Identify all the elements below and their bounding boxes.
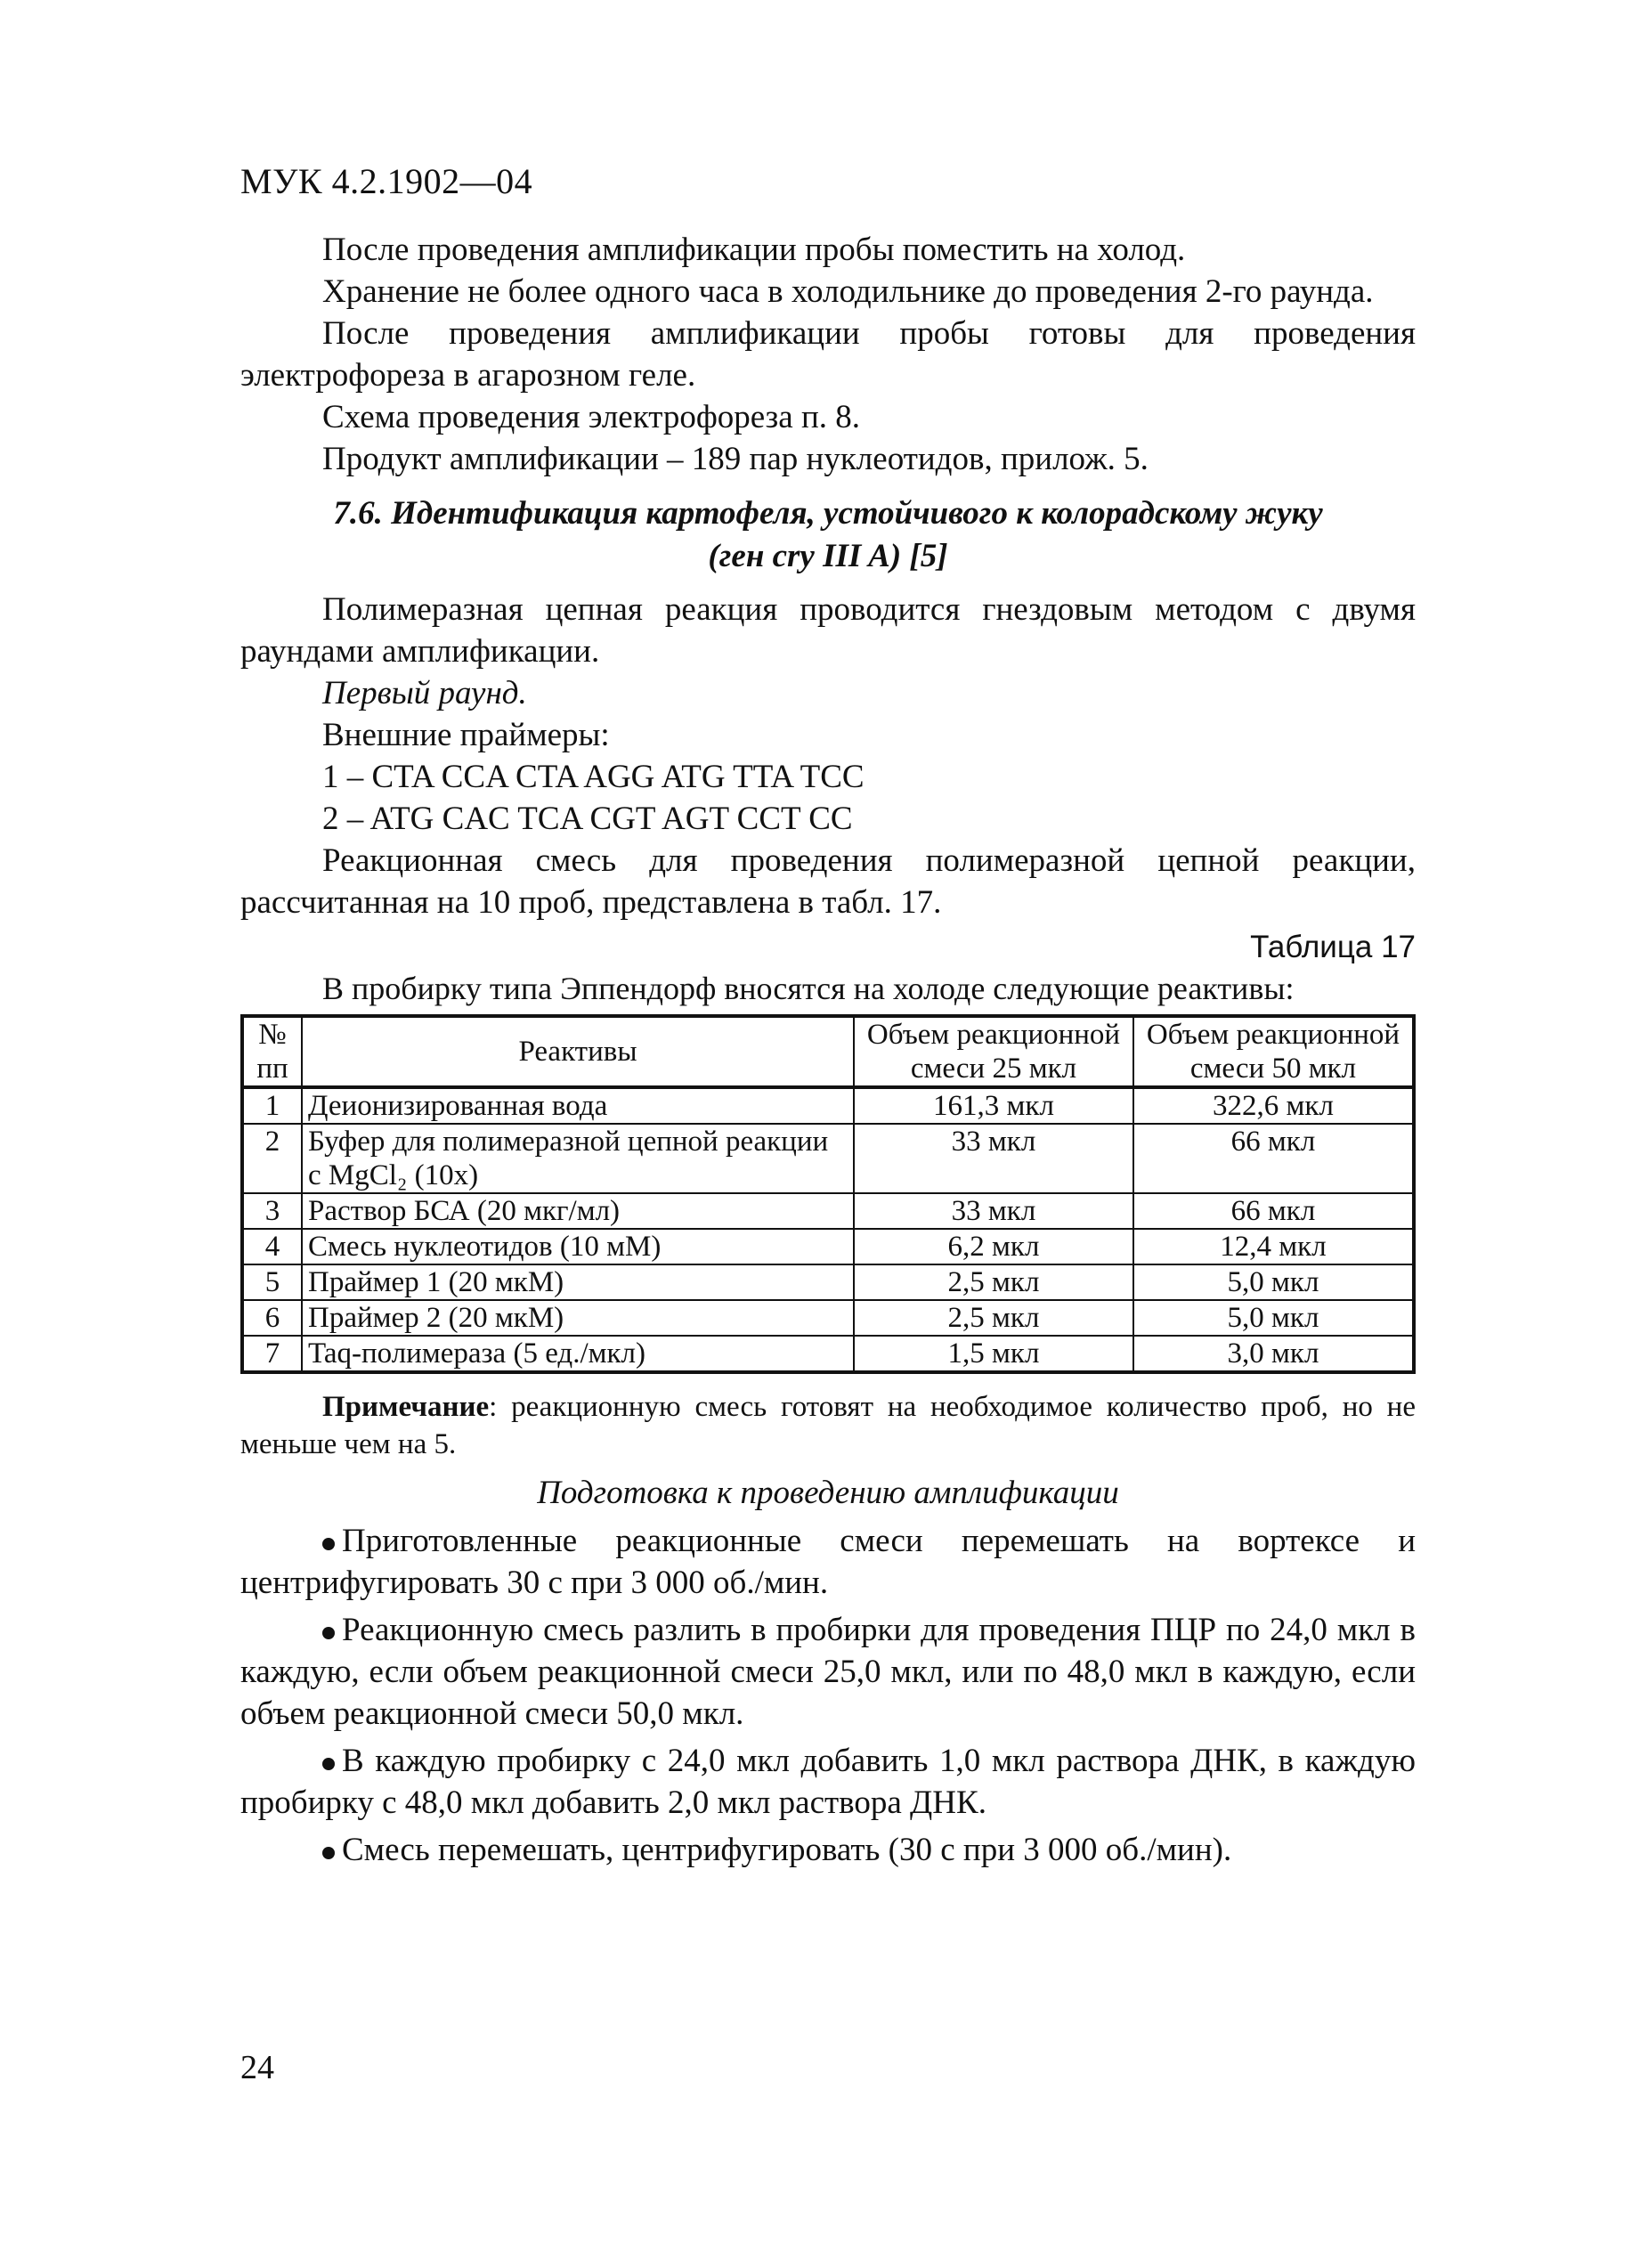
volume-25: 161,3 мкл (854, 1087, 1133, 1124)
table-caption: В пробирку типа Эппендорф вносятся на холоде следующие реактивы: (322, 971, 1295, 1006)
reagent-name: Taq-полимераза (5 ед./мкл) (302, 1336, 854, 1372)
volume-50: 5,0 мкл (1133, 1264, 1414, 1300)
table-row (242, 1124, 1414, 1193)
paragraph: Полимеразная цепная реакция проводится гнездовым методом с двумя раундами амплификации. (240, 591, 1416, 670)
row-number: 7 (242, 1336, 302, 1372)
paragraph: Реакционная смесь для проведения полимеразной цепной реакции, рассчитанная на 10 проб, представлена в табл. 17. (240, 842, 1416, 921)
note-text: : реакционную смесь готовят на необходимое количество проб, но не меньше чем на 5. (240, 1391, 1416, 1460)
row-number: 2 (242, 1124, 302, 1193)
paragraph: После проведения амплификации пробы поместить на холод. (322, 232, 1186, 268)
volume-50: 12,4 мкл (1133, 1229, 1414, 1264)
table-row (242, 1336, 1414, 1372)
table-label: Таблица 17 (1250, 930, 1416, 964)
note-label: Примечание (322, 1391, 490, 1423)
column-header-reagent: Реактивы (302, 1016, 854, 1087)
paragraph: После проведения амплификации пробы готовы для проведения электрофореза в агарозном геле. (240, 315, 1416, 394)
volume-50: 322,6 мкл (1133, 1087, 1414, 1124)
row-number: 6 (242, 1300, 302, 1336)
table-row (242, 1264, 1414, 1300)
primer-sequence: 1 – CTA CCA CTA AGG ATG TTA TCC (322, 759, 865, 795)
column-header-volume-25: Объем реакционной смеси 25 мкл (854, 1016, 1133, 1087)
reagent-name: Раствор БСА (20 мкг/мл) (302, 1193, 854, 1229)
bullet-text: Приготовленные реакционные смеси перемешать на вортексе и центрифугировать 30 с при 3 000 об./мин. (240, 1523, 1416, 1601)
paragraph: Хранение не более одного часа в холодильнике до проведения 2-го раунда. (322, 273, 1374, 310)
reagent-name: Праймер 1 (20 мкМ) (302, 1264, 854, 1300)
subsection-heading: Подготовка к проведению амплификации (537, 1475, 1119, 1511)
row-number: 5 (242, 1264, 302, 1300)
paragraph: Схема проведения электрофореза п. 8. (322, 399, 861, 435)
primer-sequence: 2 – ATG CAC TCA CGT AGT CCT CC (322, 801, 853, 837)
volume-25: 6,2 мкл (854, 1229, 1133, 1264)
bullet-item (240, 1740, 1416, 1824)
volume-50: 66 мкл (1133, 1193, 1414, 1229)
bullet-text: Смесь перемешать, центрифугировать (30 с при 3 000 об./мин). (342, 1832, 1232, 1868)
bullet-dot-icon (322, 1538, 335, 1550)
column-header-volume-50: Объем реакционной смеси 50 мкл (1133, 1016, 1414, 1087)
volume-25: 1,5 мкл (854, 1336, 1133, 1372)
table-row (242, 1193, 1414, 1229)
bullet-text: Реакционную смесь разлить в пробирки для проведения ПЦР по 24,0 мкл в каждую, если объем реакционной смеси 25,0 мкл, или по 48,0 мкл в каждую, если объем реакционной смеси 50,0 мкл. (240, 1612, 1416, 1732)
bullet-dot-icon (322, 1847, 335, 1859)
table-note (240, 1388, 1416, 1463)
volume-50: 3,0 мкл (1133, 1336, 1414, 1372)
bullet-item (240, 1829, 1416, 1871)
paragraph: Продукт амплификации – 189 пар нуклеотидов, прилож. 5. (322, 441, 1149, 477)
volume-50: 66 мкл (1133, 1124, 1414, 1193)
document-page (240, 160, 1416, 1871)
bullet-dot-icon (322, 1758, 335, 1770)
bullet-item (240, 1609, 1416, 1735)
table-row (242, 1229, 1414, 1264)
table-header-row (242, 1016, 1414, 1087)
volume-25: 2,5 мкл (854, 1264, 1133, 1300)
reagents-table (240, 1014, 1416, 1374)
section-heading (240, 492, 1416, 578)
row-number: 4 (242, 1229, 302, 1264)
table-row (242, 1087, 1414, 1124)
section-heading-line: 7.6. Идентификация картофеля, устойчивого к колорадскому жуку (333, 495, 1323, 532)
volume-25: 33 мкл (854, 1193, 1133, 1229)
primers-label: Внешние праймеры: (322, 717, 610, 753)
volume-50: 5,0 мкл (1133, 1300, 1414, 1336)
row-number: 3 (242, 1193, 302, 1229)
reagent-name: Буфер для полимеразной цепной реакции с MgCl₂ (10х) (302, 1124, 854, 1193)
reagent-name: Деионизированная вода (302, 1087, 854, 1124)
volume-25: 2,5 мкл (854, 1300, 1133, 1336)
column-header-number: № пп (242, 1016, 302, 1087)
reagent-name: Праймер 2 (20 мкМ) (302, 1300, 854, 1336)
page-number: 24 (240, 2049, 274, 2086)
volume-25: 33 мкл (854, 1124, 1133, 1193)
reagent-name: Смесь нуклеотидов (10 мМ) (302, 1229, 854, 1264)
table-row (242, 1300, 1414, 1336)
row-number: 1 (242, 1087, 302, 1124)
document-header: МУК 4.2.1902—04 (240, 161, 533, 201)
bullet-text: В каждую пробирку с 24,0 мкл добавить 1,0 мкл раствора ДНК, в каждую пробирку с 48,0 мкл добавить 2,0 мкл раствора ДНК. (240, 1743, 1416, 1821)
first-round-label: Первый раунд. (322, 675, 527, 711)
bullet-dot-icon (322, 1627, 335, 1639)
section-heading-line: (ген cry III A) [5] (708, 538, 948, 574)
bullet-item (240, 1520, 1416, 1604)
